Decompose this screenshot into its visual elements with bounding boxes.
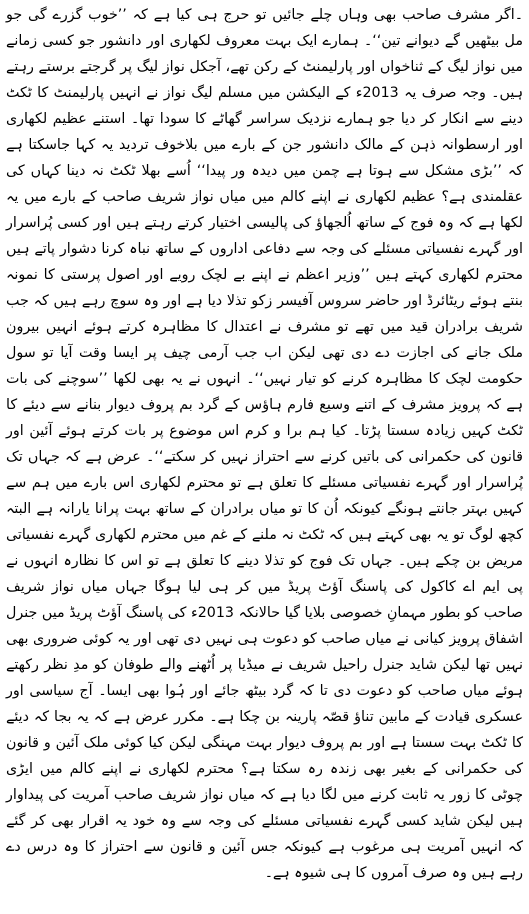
article-body	[6, 2, 523, 886]
article-paragraph: ۔اگر مشرف صاحب بھی وہاں چلے جائیں تو حرج ہی کیا ہے کہ ’’خوب گزرے گی جو مل بیٹھیں گے دیوانے تین‘‘۔ ہمارے ایک بہت معروف لکھاری اور دانشور جو کسی زمانے میں نواز لیگ کے ثناخواں اور پارلیمنٹ کے رکن تھے، آجکل نواز لیگ پر گرجتے برستے رہتے ہیں۔ وجہ صرف یہ 2013ء کے الیکشن میں مسلم لیگ نواز نے انہیں پارلیمنٹ کا ٹکٹ دینے سے انکار کر دیا جو ہمارے نزدیک سراسر گھاٹے کا سودا تھا۔ استنے عظیم لکھاری اور ارسطوانہ ذہن کے مالک دانشور جن کے بارے میں بلاخوف تردید یہ کہا جاسکتا ہے کہ ’’بڑی مشکل سے ہوتا ہے چمن میں دیدہ ور پیدا‘‘ اُسے بھلا ٹکٹ نہ دینا کہاں کی عقلمندی ہے؟ عظیم لکھاری نے اپنے کالم میں میاں نواز شریف صاحب کے بارے میں یہ لکھا ہے کہ وہ فوج کے ساتھ اُلجھاؤ کی پالیسی اختیار کرتے رہتے ہیں اور کسی پُراسرار اور گہرے نفسیاتی مسئلے کی وجہ سے دفاعی اداروں کے ساتھ نباہ کرنا دشوار پاتے ہیں محترم لکھاری کہتے ہیں ’’وزیر اعظم نے اپنے بے لچک رویے اور اصول پرستی کا نمونہ بنتے ہوئے ریٹائرڈ اور حاضر سروس آفیسر زکو تذلا دیا ہے اور وہ سوچ رہے ہیں کہ جب شریف برادران قید میں تھے تو مشرف نے اعتدال کا مظاہرہ کرتے ہوئے انہیں بیرون ملک جانے کی اجازت دے دی تھی لیکن اب جب آرمی چیف پر ایسا وقت آیا تو سول حکومت لچک کا مظاہرہ کرنے کو تیار نہیں‘‘۔ انہوں نے یہ بھی لکھا ’’سوچنے کی بات ہے کہ پرویز مشرف کے اتنے وسیع فارم ہاؤس کے گرد بم پروف دیوار بنانے سے دیئے کا ٹکٹ کہیں زیادہ سستا پڑتا۔ کیا ہم برا و کرم اس موضوع پر بات کرتے ہوئے آئین اور قانون کی حکمرانی کی باتیں کرنے سے احتراز نہیں کر سکتے‘‘۔ عرض ہے کہ جہاں تک پُراسرار اور گہرے نفسیاتی مسئلے کا تعلق ہے تو محترم لکھاری اس بارے میں ہم سے کہیں بہتر جانتے ہونگے کیونکہ اُن کا تو میاں برادران کے ساتھ بہت پرانا یارانہ ہے البتہ کچھ لوگ تو یہ بھی کہتے ہیں کہ ٹکٹ نہ ملنے کے غم میں محترم لکھاری گہرے نفسیاتی مریض بن چکے ہیں۔ جہاں تک فوج کو تذلا دینے کا تعلق ہے تو اس کا نظارہ انہوں نے پی ایم اے کاکول کی پاسنگ آؤٹ پریڈ میں کر ہی لیا ہوگا جہاں میاں نواز شریف صاحب کو بطور مہمانِ خصوصی بلایا گیا حالانکہ 2013ء کی پاسنگ آؤٹ پریڈ میں جنرل اشفاق پرویز کیانی نے میاں صاحب کو دعوت ہی نہیں دی تھی اور یہ کوئی ضروری بھی نہیں تھا لیکن شاید جنرل راحیل شریف نے میڈیا پر اُٹھنے والے طوفان کو مدِ نظر رکھتے ہوئے میاں صاحب کو دعوت دی تا کہ گرد بیٹھ جائے اور ہُوا بھی ایسا۔ آج سیاسی اور عسکری قیادت کے مابین تناؤ قصّہ پارینہ بن چکا ہے۔ مکرر عرض ہے کہ یہ بجا کہ دیئے کا ٹکٹ بہت سستا ہے اور بم پروف دیوار بہت مہنگی لیکن کیا کوئی ملک آئین و قانون کی حکمرانی کے بغیر بھی زندہ رہ سکتا ہے؟ محترم لکھاری نے اپنے کالم میں ایڑی چوٹی کا زور یہ ثابت کرنے میں لگا دیا ہے کہ میاں نواز شریف صاحب آمریت کی پیداوار ہیں لیکن شاید کسی گہرے نفسیاتی مسئلے کی وجہ سے وہ خود یہ اقرار بھی کر گئے کہ انہیں آمریت ہی مرغوب ہے کیونکہ جس آئین و قانون سے احتراز کا وہ درس دے رہے ہیں وہ صرف آمروں کا ہی شیوہ ہے۔	[6, 7, 523, 881]
